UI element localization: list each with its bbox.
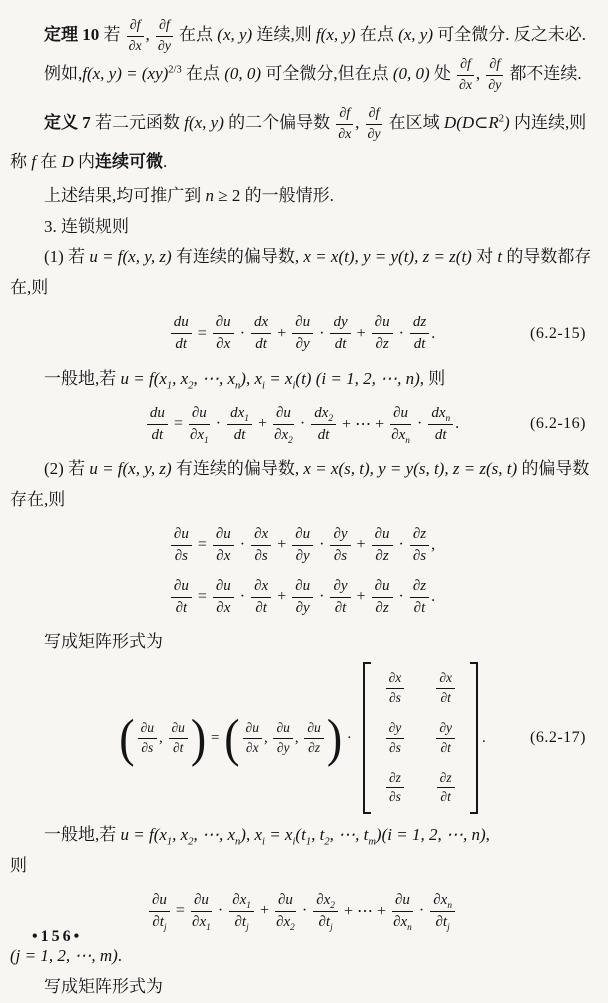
math-text-run: (j = 1, 2, ⋯, m) <box>10 946 118 966</box>
fraction-numerator: du <box>171 313 192 334</box>
text-run: + <box>273 588 291 606</box>
text-run: + <box>352 324 370 342</box>
fraction <box>127 17 144 55</box>
text-run: 在 <box>35 152 62 172</box>
text-run: 写成矩阵形式为 <box>44 977 163 997</box>
fraction-denominator: ∂x <box>338 126 352 142</box>
math-text-run: $x_i = x_i(t_1$, $t_2$, ⋯, $t_m)(i = 1$, 2, ⋯, n) <box>254 825 486 848</box>
equation-body <box>145 404 459 445</box>
equation-body <box>147 891 457 932</box>
fraction-numerator: ∂u <box>213 313 234 334</box>
fraction-denominator: ∂s <box>333 547 348 564</box>
fraction-denominator: ∂s <box>389 739 401 755</box>
fraction <box>372 577 393 618</box>
fraction-denominator: ∂x <box>216 547 231 564</box>
text-run: 有连续的偏导数, <box>171 459 304 479</box>
text-run: + <box>273 536 291 554</box>
fraction <box>169 720 188 757</box>
fraction <box>330 313 350 354</box>
paragraph-theorem-10 <box>10 16 594 55</box>
text-run: 处 <box>429 64 456 84</box>
fraction-denominator: dt <box>334 336 347 353</box>
text-run: 则 <box>10 855 27 875</box>
fraction <box>292 577 313 618</box>
equation-body: ( $\frac{\partial u}{\partial s}$ , $\frac{\partial u}{\partial t}$ ) = ( $\frac{\partial u}{\partial x}$ , $\frac{\partial u}{\partial y}$ , $\frac{\partial u}{\partial z}$ ) · $\frac{\partial x}{\partial s}$ $\frac{\partial x}{\partial t}$ $\frac{\partial y}{\partial s}$ $\frac{\partial y}{\partial t}$ $\frac{\partial z}{\partial s}$ $\frac{\partial z}{\partial t}$ . <box>118 662 485 814</box>
text-run: , <box>355 113 364 133</box>
text-run: (1) 若 <box>44 247 90 267</box>
fraction-denominator: ∂t <box>440 689 451 705</box>
text-run: (2) 若 <box>44 459 90 479</box>
fraction <box>171 525 192 566</box>
fraction <box>428 404 453 445</box>
paragraph-generalization-note <box>10 181 594 212</box>
paragraph-matrix-form-2 <box>10 972 594 1003</box>
text-run: 一般地,若 <box>44 368 121 388</box>
text-run: , <box>245 825 255 845</box>
fraction-numerator: $\partial x_n$ <box>430 891 455 912</box>
fraction <box>392 891 413 932</box>
fraction-numerator: ∂u <box>304 720 323 739</box>
text-run: 可全微分. 反之未必. <box>433 25 587 44</box>
fraction-numerator: dx <box>251 313 271 334</box>
fraction-denominator: ∂z <box>375 599 389 616</box>
fraction <box>436 720 455 757</box>
text-run: · <box>315 536 329 554</box>
text-run: · <box>211 415 226 433</box>
text-run: 都不连续. <box>505 64 582 84</box>
text-run: = <box>193 536 211 554</box>
text-run: · <box>297 902 312 920</box>
math-text-run: $x_i = x_i(t) (i = 1$, 2, ⋯, n) <box>254 368 420 392</box>
fraction-numerator: ∂y <box>386 720 405 739</box>
text-run: = <box>193 588 211 606</box>
fraction-denominator: ∂t <box>175 599 188 616</box>
fraction-numerator: ∂u <box>171 525 192 546</box>
fraction-numerator: ∂u <box>213 577 234 598</box>
fraction-numerator: ∂f <box>127 17 144 36</box>
equation-partial-s <box>10 523 594 567</box>
fraction-denominator: ∂x <box>245 739 259 755</box>
text-run: . <box>455 415 460 433</box>
fraction-numerator: $dx_1$ <box>227 404 252 425</box>
text-run: 内 <box>73 152 96 172</box>
text-run: · <box>235 324 250 342</box>
fraction <box>213 313 234 354</box>
fraction <box>372 313 393 354</box>
matrix-body <box>371 662 470 814</box>
fraction <box>171 577 192 618</box>
fraction-denominator: dt <box>255 336 267 353</box>
bold-text-run: 定义 7 <box>44 113 91 133</box>
text-run: + <box>253 415 271 433</box>
fraction <box>189 404 210 445</box>
bold-text-run: 定理 10 <box>44 25 100 44</box>
text-run: + ⋯ + <box>338 416 389 434</box>
fraction-numerator: ∂u <box>273 404 294 425</box>
text-run: + <box>273 324 291 342</box>
fraction-numerator: $dx_n$ <box>428 404 453 425</box>
fraction-numerator: ∂z <box>437 770 455 789</box>
text-run: · <box>315 588 329 606</box>
fraction-denominator: ∂s <box>141 739 154 755</box>
fraction <box>336 105 353 143</box>
fraction-numerator: ∂u <box>149 891 170 912</box>
text-run: 在区域 <box>384 113 444 133</box>
fraction-numerator: ∂u <box>191 891 212 912</box>
fraction <box>366 105 383 143</box>
fraction-denominator: $\partial t_j$ <box>152 913 167 933</box>
math-text-run: (x, y) <box>217 25 253 44</box>
fraction-numerator: ∂u <box>372 577 393 598</box>
equation-number: (6.2-15) <box>530 324 586 342</box>
fraction-denominator: ∂x <box>216 599 231 616</box>
fraction <box>410 525 429 566</box>
fraction-numerator: ∂u <box>372 525 393 546</box>
text-run: 连续,则 <box>252 25 316 44</box>
fraction <box>213 577 234 618</box>
matrix-left-bracket <box>363 662 371 814</box>
text-run: 例如, <box>44 64 83 84</box>
text-run: 对 <box>471 247 498 267</box>
fraction-denominator: dt <box>151 426 164 443</box>
fraction-denominator: ∂t <box>255 599 267 616</box>
fraction-numerator: ∂u <box>292 313 313 334</box>
text-run: , <box>263 729 272 746</box>
math-text-run: u = f(x, y, z) <box>89 459 172 479</box>
text-run: 写成矩阵形式为 <box>44 632 163 652</box>
text-run: ≥ 2 的一般情形. <box>214 186 334 206</box>
fraction-numerator: dz <box>410 313 429 334</box>
fraction-numerator: ∂u <box>372 313 393 334</box>
fraction-denominator: ∂t <box>440 789 451 805</box>
fraction-numerator: ∂f <box>486 56 503 75</box>
fraction <box>390 404 411 445</box>
fraction <box>313 891 338 932</box>
fraction <box>243 720 262 757</box>
paragraph-general-case-2 <box>10 820 594 851</box>
page-number: •156• <box>32 928 83 945</box>
equation-partial-tj <box>10 889 594 933</box>
fraction-numerator: ∂u <box>169 720 188 739</box>
text-run: · <box>394 324 408 342</box>
text-run: 若二元函数 <box>90 113 185 133</box>
text-run: 可全微分,但在点 <box>261 64 393 84</box>
text-run: , <box>475 64 485 84</box>
text-run: · <box>315 324 329 342</box>
fraction-denominator: ∂y <box>295 336 310 353</box>
math-text-run: f(x, y) = (xy) <box>82 64 169 84</box>
text-run: 的二个偏导数 <box>223 113 335 133</box>
fraction-numerator: ∂z <box>410 525 429 546</box>
paragraph-case-2 <box>10 454 594 515</box>
matrix <box>363 662 478 814</box>
text-run: + <box>255 902 273 920</box>
equation-6-2-15 <box>10 312 594 356</box>
fraction <box>386 770 404 807</box>
equation-number: (6.2-17) <box>530 729 586 747</box>
bold-text-run: 连续可微 <box>95 152 164 172</box>
fraction-denominator: $\partial x_n$ <box>391 426 410 446</box>
fraction-numerator: ∂f <box>366 105 383 124</box>
math-text-run: x = x(t), y = y(t), z = z(t) <box>303 247 472 267</box>
fraction-numerator: ∂u <box>392 891 413 912</box>
math-text-run: (0, 0) <box>224 64 262 84</box>
fraction-denominator: ∂y <box>295 547 310 564</box>
text-run: 内连续,则称 <box>10 113 587 172</box>
fraction-numerator: ∂y <box>330 577 350 598</box>
fraction-denominator: $\partial x_1$ <box>192 913 211 933</box>
section-heading-chain-rule <box>10 212 594 243</box>
math-text-run: f(x, y) <box>184 113 224 133</box>
fraction-numerator: $\partial x_2$ <box>313 891 338 912</box>
fraction-denominator: ∂s <box>254 547 268 564</box>
text-run: · <box>414 902 429 920</box>
text-run: . <box>163 152 168 172</box>
fraction <box>311 404 336 445</box>
fraction-denominator: ∂t <box>173 739 184 755</box>
text-run: 一般地,若 <box>44 825 121 845</box>
text-run: , <box>145 25 155 44</box>
fraction-denominator: ∂z <box>375 547 389 564</box>
text-run: · <box>394 536 408 554</box>
text-run: = <box>171 902 189 920</box>
text-run: , <box>159 729 167 746</box>
fraction-denominator: ∂x <box>128 38 142 54</box>
fraction-numerator: ∂x <box>251 577 271 598</box>
text-run: 在点 <box>355 25 399 44</box>
text-run: = <box>169 415 187 433</box>
text-run: = <box>193 324 211 342</box>
paragraph-then <box>10 851 594 882</box>
paragraph-case-1 <box>10 242 594 303</box>
fraction-numerator: ∂u <box>292 525 313 546</box>
fraction-numerator: ∂u <box>243 720 262 739</box>
fraction-numerator: ∂f <box>457 56 474 75</box>
paragraph-matrix-form-1 <box>10 627 594 658</box>
paragraph-example <box>10 55 594 94</box>
fraction-denominator: ∂z <box>308 739 321 755</box>
fraction-denominator: ∂y <box>367 126 381 142</box>
fraction-numerator: ∂x <box>386 670 405 689</box>
fraction <box>437 770 455 807</box>
math-text-run: x = x(s, t), y = y(s, t), z = z(s, t) <box>303 459 518 479</box>
fraction-denominator: ∂t <box>334 599 347 616</box>
fraction-denominator: $\partial t_j$ <box>435 913 450 933</box>
fraction-numerator: $dx_2$ <box>311 404 336 425</box>
text-run: · <box>235 536 250 554</box>
paragraph-definition-7 <box>10 104 594 181</box>
math-text-run: t <box>497 247 503 267</box>
fraction-denominator: $\partial x_n$ <box>393 913 412 933</box>
fraction <box>386 670 405 707</box>
fraction-denominator: ∂y <box>295 599 310 616</box>
fraction <box>213 525 234 566</box>
text-run: 在点 <box>181 64 225 84</box>
text-run: 的偏导数存在,则 <box>10 459 590 509</box>
fraction <box>330 577 350 618</box>
fraction-numerator: ∂u <box>213 525 234 546</box>
fraction-numerator: dy <box>330 313 350 334</box>
fraction-denominator: dt <box>233 426 246 443</box>
paragraph-general-case-1 <box>10 364 594 395</box>
fraction-denominator: ∂t <box>440 739 451 755</box>
text-run: 在点 <box>174 25 218 44</box>
fraction-numerator: ∂u <box>171 577 192 598</box>
fraction-denominator: ∂t <box>413 599 426 616</box>
fraction-denominator: dt <box>175 336 188 353</box>
math-text-run: (x, y) <box>398 25 434 44</box>
fraction-numerator: ∂x <box>436 670 455 689</box>
fraction-numerator: ∂y <box>330 525 350 546</box>
math-text-run: ) <box>504 113 510 133</box>
fraction-denominator: ∂s <box>389 789 401 805</box>
matrix-right-bracket <box>470 662 478 814</box>
math-text-run: $u = f(x_1$, $x_2$, ⋯, $x_n$) <box>120 825 246 848</box>
fraction <box>273 720 292 757</box>
fraction-denominator: dt <box>413 336 426 353</box>
fraction <box>330 525 350 566</box>
math-text-run: n <box>205 186 214 206</box>
fraction-denominator: $\partial t_j$ <box>234 913 249 933</box>
math-text-run: D <box>61 152 74 172</box>
fraction <box>227 404 252 445</box>
superscript: 2 <box>498 113 505 125</box>
text-run: · <box>394 588 408 606</box>
fraction-denominator: $\partial x_2$ <box>274 426 293 446</box>
fraction <box>457 56 474 94</box>
fraction <box>372 525 393 566</box>
text-run: 上述结果,均可推广到 <box>44 186 206 206</box>
math-text-run: $u = f(x_1$, $x_2$, ⋯, $x_n$) <box>120 368 246 392</box>
paragraph-j-range <box>10 941 594 972</box>
fraction <box>430 891 455 932</box>
superscript: 2/3 <box>168 64 182 76</box>
fraction <box>386 720 405 757</box>
fraction <box>410 313 429 354</box>
math-text-run: D(D⊂R <box>443 113 499 133</box>
fraction <box>191 891 212 932</box>
fraction-numerator: ∂f <box>336 105 353 124</box>
fraction <box>292 525 313 566</box>
fraction <box>275 891 296 932</box>
math-text-run: u = f(x, y, z) <box>89 247 172 267</box>
fraction-denominator: ∂s <box>389 689 401 705</box>
fraction-numerator: ∂u <box>138 720 157 739</box>
equation-body <box>169 577 435 618</box>
fraction-denominator: ∂s <box>174 547 188 564</box>
fraction <box>251 577 271 618</box>
text-run: · <box>413 415 427 433</box>
fraction-numerator: ∂f <box>156 17 173 36</box>
text-run: · <box>235 588 250 606</box>
fraction-denominator: $\partial x_2$ <box>276 913 295 933</box>
text-run: , <box>294 729 303 746</box>
fraction-denominator: ∂y <box>157 38 171 54</box>
fraction <box>292 313 313 354</box>
fraction-denominator: ∂x <box>459 77 473 93</box>
fraction-numerator: ∂u <box>390 404 411 425</box>
fraction-numerator: ∂z <box>386 770 404 789</box>
math-text-run: f <box>31 152 36 172</box>
fraction-denominator: $\partial t_j$ <box>318 913 333 933</box>
text-run: + ⋯ + <box>339 903 390 921</box>
fraction <box>149 891 170 932</box>
text-run: . <box>481 729 486 746</box>
text-run: = <box>207 729 224 746</box>
fraction-denominator: $\partial x_1$ <box>189 426 209 446</box>
text-run: 若 <box>99 25 125 44</box>
text-run: 的导数都存在,则 <box>10 247 592 298</box>
math-text-run: (0, 0) <box>392 64 430 84</box>
fraction-numerator: ∂u <box>273 720 292 739</box>
fraction-numerator: ∂u <box>275 891 296 912</box>
text-run: , 则 <box>419 368 446 388</box>
text-run: . <box>117 946 123 966</box>
fraction-numerator: $\partial x_1$ <box>229 891 254 912</box>
text-run: · <box>295 415 310 433</box>
equation-body <box>169 525 435 566</box>
fraction-denominator: dt <box>434 426 447 443</box>
text-run: + <box>352 588 370 606</box>
fraction-numerator: ∂x <box>251 525 271 546</box>
fraction-denominator: dt <box>317 426 330 443</box>
text-run: · <box>343 729 356 746</box>
text-run: · <box>213 902 228 920</box>
fraction-denominator: ∂s <box>412 547 427 564</box>
fraction <box>147 404 168 445</box>
fraction-denominator: ∂y <box>276 739 290 755</box>
fraction <box>304 720 323 757</box>
fraction <box>251 525 271 566</box>
fraction-denominator: ∂x <box>216 336 231 353</box>
equation-body <box>169 313 436 354</box>
fraction <box>171 313 192 354</box>
text-run: , <box>245 368 255 388</box>
text-run: 有连续的偏导数, <box>171 247 304 267</box>
fraction-numerator: ∂y <box>436 720 455 739</box>
fraction <box>251 313 271 354</box>
fraction-denominator: ∂z <box>375 336 389 353</box>
equation-number: (6.2-16) <box>530 415 586 433</box>
fraction <box>229 891 254 932</box>
fraction <box>138 720 157 757</box>
fraction <box>273 404 294 445</box>
fraction <box>486 56 503 94</box>
fraction-denominator: ∂y <box>488 77 502 93</box>
text-run: + <box>352 536 370 554</box>
fraction <box>156 17 173 55</box>
fraction-numerator: du <box>147 404 168 425</box>
text-run: . <box>431 324 436 342</box>
fraction-numerator: ∂z <box>410 577 429 598</box>
fraction <box>410 577 429 618</box>
text-run: , <box>431 536 436 554</box>
text-run: . <box>431 588 436 606</box>
text-run: , <box>485 825 490 845</box>
equation-partial-t <box>10 575 594 619</box>
fraction-numerator: ∂u <box>189 404 210 425</box>
text-run: 3. 连锁规则 <box>44 216 129 236</box>
fraction <box>436 670 455 707</box>
equation-6-2-16 <box>10 402 594 446</box>
fraction-numerator: ∂u <box>292 577 313 598</box>
math-text-run: f(x, y) <box>315 25 356 44</box>
equation-6-2-17 <box>10 662 594 814</box>
